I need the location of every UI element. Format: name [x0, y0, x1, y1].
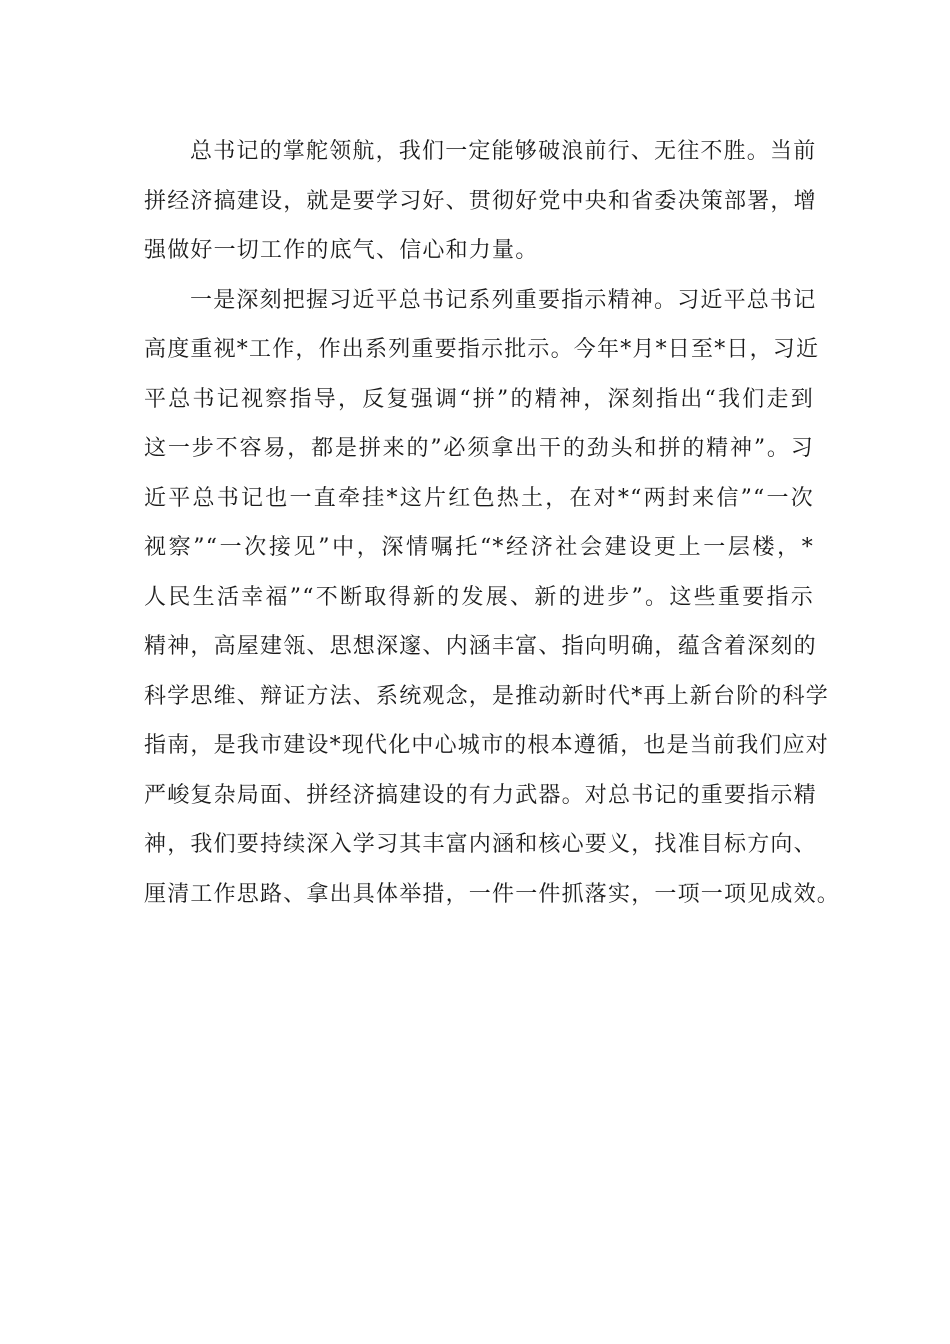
text-line: 科学思维、辩证方法、系统观念，是推动新时代*再上新台阶的科学: [144, 683, 830, 709]
text-line: 这一步不容易，都是拼来的”必须拿出干的劲头和拼的精神”。习: [144, 436, 814, 461]
text-line: 人民生活幸福”“不断取得新的发展、新的进步”。这些重要指示: [144, 584, 814, 610]
text-line: 厘清工作思路、拿出具体举措，一件一件抓落实，一项一项见成效。: [144, 881, 841, 907]
paragraph-2: [144, 276, 841, 920]
text-line: 高度重视*工作，作出系列重要指示批示。今年*月*日至*日，习近: [144, 337, 820, 362]
text-line: 指南，是我市建设*现代化中心城市的根本遵循，也是当前我们应对: [144, 733, 830, 758]
text-line: 视察”“一次接见”中，深情嘱托“*经济社会建设更上一层楼，*: [144, 535, 814, 560]
text-line: 拼经济搞建设，就是要学习好、贯彻好党中央和省委决策部署，增: [144, 188, 817, 214]
text-line: 近平总书记也一直牵挂*这片红色热土，在对*“两封来信”“一次: [144, 485, 814, 511]
text-line: 神，我们要持续深入学习其丰富内涵和核心要义，找准目标方向、: [144, 832, 817, 857]
text-line: 平总书记视察指导，反复强调“拼”的精神，深刻指出“我们走到: [144, 386, 814, 412]
paragraph-1: [144, 127, 817, 276]
text-line: 强做好一切工作的底气、信心和力量。: [144, 238, 539, 263]
text-line: 精神，高屋建瓴、思想深邃、内涵丰富、指向明确，蕴含着深刻的: [144, 634, 817, 659]
text-line: 严峻复杂局面、拼经济搞建设的有力武器。对总书记的重要指示精: [144, 782, 817, 808]
text-line: 总书记的掌舵领航，我们一定能够破浪前行、无往不胜。当前: [190, 139, 817, 164]
document-body: [144, 127, 841, 919]
text-line: 一是深刻把握习近平总书记系列重要指示精神。习近平总书记: [190, 287, 817, 313]
